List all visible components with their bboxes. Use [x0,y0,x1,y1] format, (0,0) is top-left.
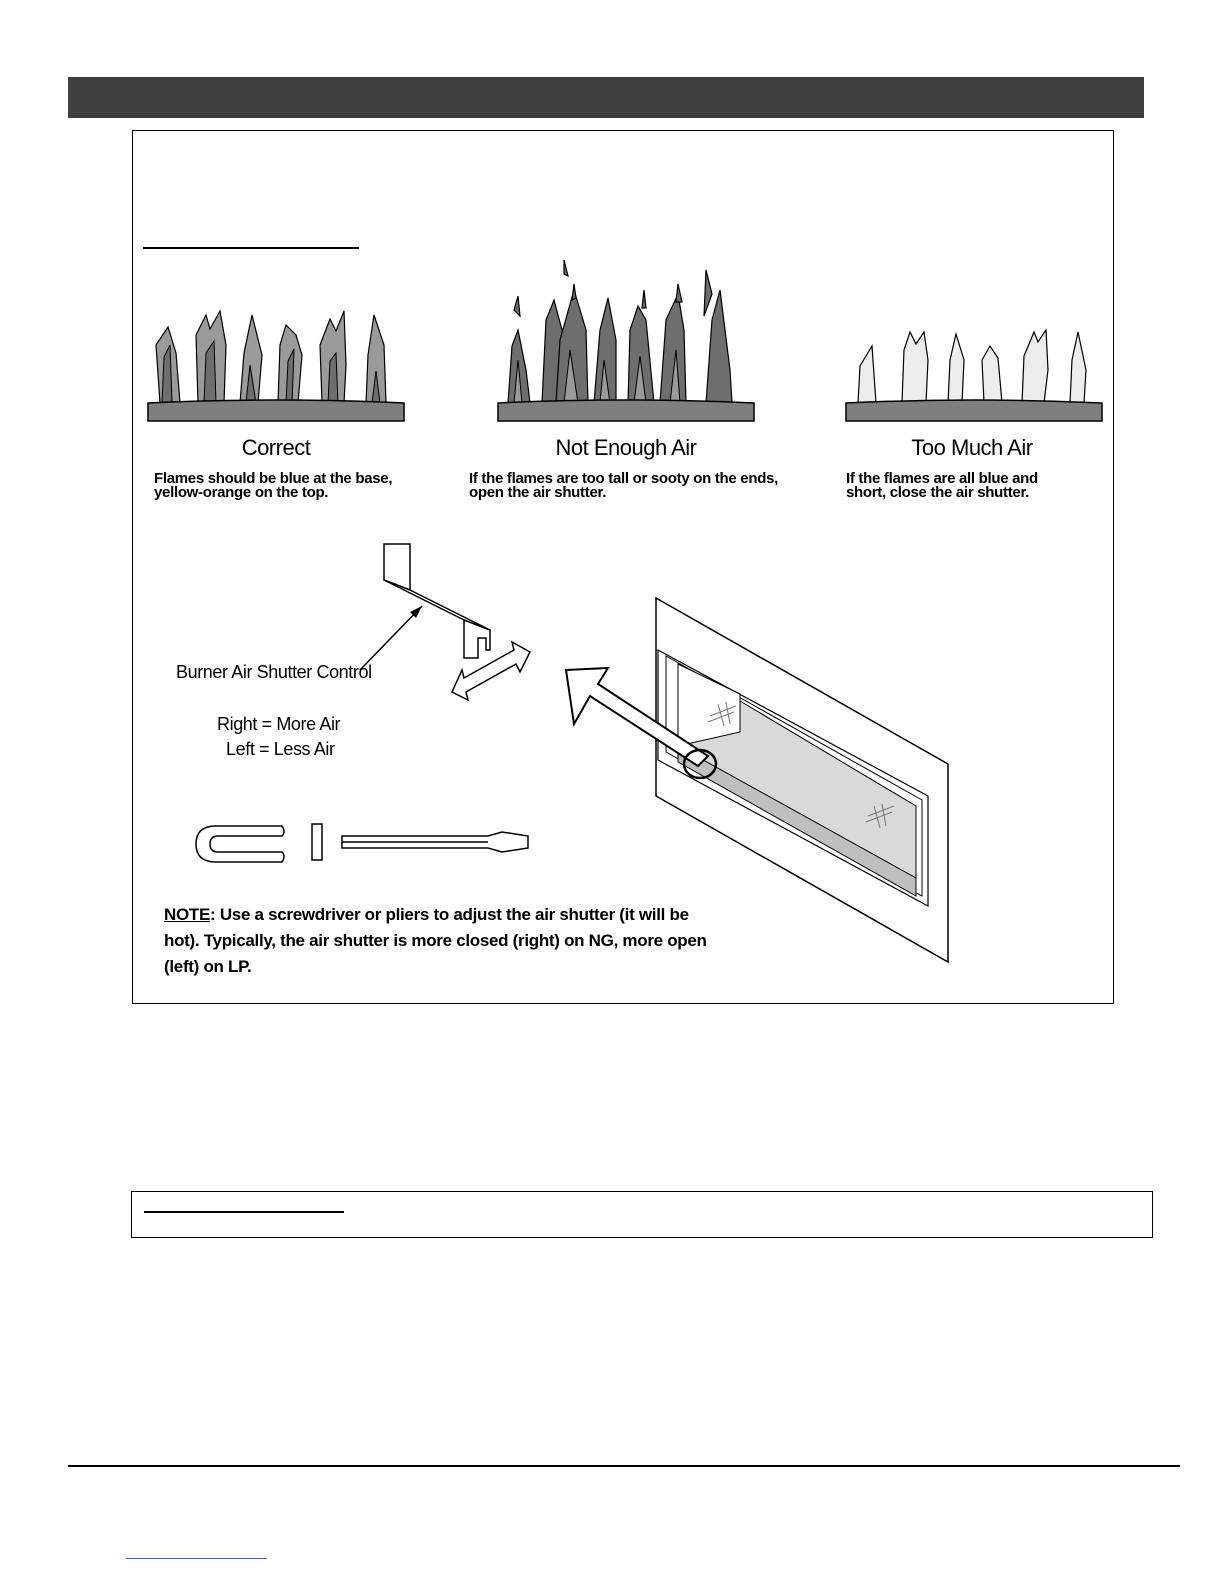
footer-rule [68,1465,1180,1467]
lower-info-box [131,1191,1153,1238]
note-key: NOTE [164,905,211,924]
burner-air-shutter-label: Burner Air Shutter Control [176,662,372,682]
footer-link-underline[interactable] [126,1558,267,1559]
left-less-air-label: Left = Less Air [226,739,335,759]
fireplace-illustration [548,596,952,966]
pliers-and-screwdriver-illustration [190,820,535,868]
section-header-bar [68,77,1144,118]
flame-illustration-correct [140,305,412,425]
flame-title-too-much-air: Too Much Air [911,435,1033,460]
flame-title-correct: Correct [241,435,311,460]
flame-illustration-not-enough-air [490,250,762,425]
flame-title-not-enough-air: Not Enough Air [555,435,697,460]
flame-desc-not-enough-air: If the flames are too tall or sooty on the ends, open the air shutter. [469,470,778,501]
flame-illustration-too-much-air [838,320,1110,425]
note-text: : Use a screwdriver or pliers to adjust the air shutter (it will be hot). Typically, the air shutter is more closed (right) on NG, more open (left) on LP. [164,905,707,976]
figure-subheading-underline [143,247,359,249]
flame-desc-too-much-air: If the flames are all blue and short, close the air shutter. [846,470,1038,501]
air-shutter-control-illustration [340,540,550,710]
right-more-air-label: Right = More Air [217,714,341,734]
flame-desc-correct: Flames should be blue at the base, yellow-orange on the top. [154,470,393,501]
lower-box-heading-underline [144,1211,344,1213]
